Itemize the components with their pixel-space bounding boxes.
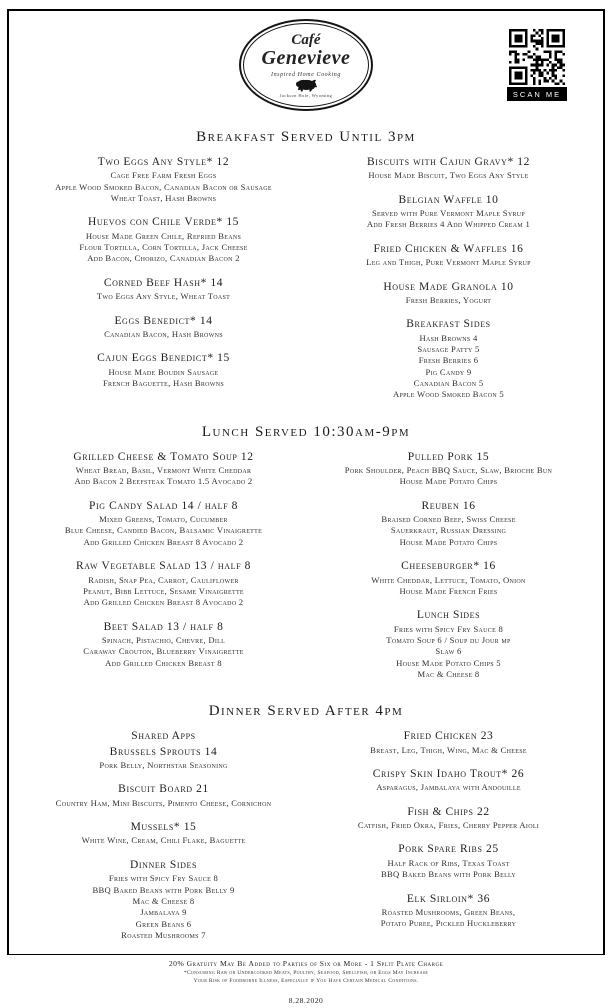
menu-column	[306, 729, 591, 952]
section-columns	[21, 155, 591, 412]
menu-item-desc: Catfish, Fried Okra, Fries, Cherry Pepper Aioli	[357, 820, 540, 831]
menu-column	[306, 450, 591, 692]
menu-header	[21, 19, 591, 117]
menu-item	[25, 858, 302, 941]
menu-item-desc: BBQ Baked Beans with Pork Belly	[380, 869, 517, 880]
menu-item-desc: Two Eggs Any Style, Wheat Toast	[96, 291, 231, 302]
menu-item	[25, 215, 302, 264]
menu-item-desc: Pork Shoulder, Peach BBQ Sauce, Slaw, Brioche Bun	[344, 465, 553, 476]
menu-item-title: Fish & Chips 22	[407, 805, 490, 818]
menu-item-desc: Cage Free Farm Fresh Eggs	[110, 170, 217, 181]
menu-item-desc: House Made Potato Chips	[399, 536, 498, 547]
menu-item-desc: Wheat Bread, Basil, Vermont White Cheddar	[75, 465, 252, 476]
menu-item	[25, 499, 302, 548]
menu-item	[310, 193, 587, 231]
menu-item-desc: House Made French Fries	[399, 585, 498, 596]
menu-item-desc: Roasted Mushrooms, Green Beans,	[381, 906, 516, 917]
gratuity-note: 20% Gratuity May Be Added to Parties of Six or More - 1 Split Plate Charge	[168, 959, 444, 969]
pig-icon	[241, 79, 371, 92]
menu-item-desc: Served with Pure Vermont Maple Syrup	[371, 208, 526, 219]
menu-item-title: Cheeseburger* 16	[401, 560, 496, 573]
menu-item-desc: Potato Puree, Pickled Huckleberry	[380, 918, 517, 929]
logo-tagline: Inspired Home Cooking	[270, 72, 342, 78]
menu-item-title: Fried Chicken 23	[403, 730, 494, 743]
menu-item-title: Pork Spare Ribs 25	[398, 843, 499, 856]
menu-item-desc: Wheat Toast, Hash Browns	[110, 193, 217, 204]
menu-item-desc: Fries with Spicy Fry Sauce 8	[108, 873, 219, 884]
menu-item-title: Mussels* 15	[130, 821, 197, 834]
menu-item	[310, 805, 587, 832]
menu-item-desc: Flour Tortilla, Corn Tortilla, Jack Cheese	[79, 242, 248, 253]
menu-item-desc: Add Grilled Chicken Breast 8	[105, 657, 222, 668]
menu-item-title: Pulled Pork 15	[407, 450, 490, 463]
logo-name-text: Genevieve	[261, 47, 351, 69]
menu-item	[310, 842, 587, 880]
menu-item-desc: Radish, Snap Pea, Carrot, Cauliflower	[88, 574, 239, 585]
menu-item-desc: Breast, Leg, Thigh, Wing, Mac & Cheese	[370, 744, 527, 755]
menu-item	[310, 499, 587, 548]
menu-item-title: Dinner Sides	[130, 858, 197, 871]
menu-item	[310, 729, 587, 756]
menu-item-desc: Fries with Spicy Fry Sauce 8	[393, 623, 504, 634]
menu-item-desc: Jambalaya 9	[140, 907, 187, 918]
menu-item-desc: House Made Potato Chips 5	[396, 657, 501, 668]
menu-item	[25, 276, 302, 303]
menu-item-desc: Sauerkraut, Russian Dressing	[390, 525, 507, 536]
menu-item	[25, 620, 302, 669]
menu-item	[310, 317, 587, 400]
menu-column	[21, 155, 306, 412]
section-title: Breakfast Served Until 3pm	[196, 129, 416, 145]
menu-item	[310, 892, 587, 930]
menu-date: 8.28.2020	[288, 996, 324, 1005]
menu-column	[21, 729, 306, 952]
scan-me-label: SCAN ME	[507, 87, 567, 101]
menu-item-desc: Peanut, Bibb Lettuce, Sesame Vinaigrette	[83, 585, 244, 596]
menu-section	[21, 424, 591, 692]
menu-sections	[21, 129, 591, 952]
menu-item-title: Biscuit Board 21	[118, 783, 209, 796]
cafe-genevieve-logo	[239, 19, 373, 111]
menu-item-desc: Slaw 6	[435, 646, 462, 657]
menu-item	[25, 729, 302, 771]
menu-item-desc: Tomato Soup 6 / Soup du Jour mp	[386, 634, 511, 645]
menu-item-title: Pig Candy Salad 14 / half 8	[88, 499, 239, 512]
menu-item-desc: House Made Boudin Sausage	[108, 366, 219, 377]
menu-item-desc: White Cheddar, Lettuce, Tomato, Onion	[371, 574, 526, 585]
menu-item-desc: Add Bacon, Chorizo, Canadian Bacon 2	[87, 253, 240, 264]
menu-item	[25, 559, 302, 608]
menu-item-desc: House Made Biscuit, Two Eggs Any Style	[368, 170, 529, 181]
menu-item-desc: Caraway Crouton, Blueberry Vinaigrette	[83, 646, 244, 657]
qr-code	[509, 29, 565, 85]
menu-item-title: Biscuits with Cajun Gravy* 12	[367, 156, 530, 168]
section-columns	[21, 450, 591, 692]
menu-item-title: Fried Chicken & Waffles 16	[373, 242, 524, 255]
menu-item-title: Cajun Eggs Benedict* 15	[97, 352, 230, 365]
menu-column	[306, 155, 591, 412]
menu-content	[7, 9, 605, 990]
menu-item-desc: Sausage Patty 5	[417, 343, 480, 354]
menu-footer	[7, 954, 605, 990]
menu-item	[310, 450, 587, 488]
menu-item-title: Huevos con Chile Verde* 15	[87, 216, 240, 229]
menu-item-desc: Country Ham, Mini Biscuits, Pimento Cheese, Cornichon	[55, 797, 272, 808]
menu-item-title: Breakfast Sides	[406, 318, 491, 331]
menu-item-title: Corned Beef Hash* 14	[103, 276, 224, 289]
menu-item-desc: Hash Browns 4	[419, 332, 478, 343]
menu-item-title: Raw Vegetable Salad 13 / half 8	[76, 560, 251, 573]
menu-item-desc: Fresh Berries 6	[418, 355, 479, 366]
qr-block	[507, 29, 567, 101]
menu-item-desc: Fresh Berries, Yogurt	[405, 294, 492, 305]
menu-item	[310, 242, 587, 269]
menu-column	[21, 450, 306, 692]
section-title: Lunch Served 10:30am-9pm	[201, 423, 411, 440]
menu-item-desc: Canadian Bacon, Hash Browns	[104, 328, 223, 339]
menu-item-desc: Pork Belly, Northstar Seasoning	[99, 760, 228, 771]
menu-item-desc: Pig Candy 9	[425, 366, 472, 377]
menu-item-desc: Apple Wood Smoked Bacon 5	[392, 389, 505, 400]
menu-item-desc: Mac & Cheese 8	[417, 668, 480, 679]
section-title: Dinner Served After 4pm	[208, 703, 404, 720]
menu-item-title: Beet Salad 13 / half 8	[103, 620, 224, 633]
menu-item-subtitle: Brussels Sprouts 14	[109, 745, 218, 758]
section-columns	[21, 729, 591, 952]
menu-item-desc: BBQ Baked Beans with Pork Belly 9	[92, 884, 235, 895]
menu-item	[310, 559, 587, 597]
menu-item-desc: Add Fresh Berries 4 Add Whipped Cream 1	[366, 219, 531, 230]
logo-subtext: Jackson Hole, Wyoming	[279, 93, 333, 98]
menu-item	[25, 314, 302, 341]
disclaimer-line-1: *Consuming Raw or Undercooked Meats, Poultry, Seafood, Shellfish, or Eggs May Increase	[183, 970, 429, 977]
menu-item	[25, 351, 302, 389]
menu-item-title: House Made Granola 10	[383, 280, 514, 293]
menu-item-desc: Roasted Mushrooms 7	[121, 929, 206, 940]
menu-item-desc: House Made Potato Chips	[399, 476, 498, 487]
menu-item-title: Elk Sirloin* 36	[406, 892, 491, 905]
menu-item	[310, 608, 587, 680]
menu-item-desc: House Made Green Chile, Refried Beans	[85, 230, 242, 241]
menu-item	[25, 155, 302, 204]
menu-item-title: Reuben 16	[421, 499, 476, 512]
menu-item	[25, 782, 302, 809]
menu-item-desc: Mixed Greens, Tomato, Cucumber	[99, 514, 228, 525]
menu-item-desc: Canadian Bacon 5	[413, 377, 484, 388]
logo-cafe-text: Café	[291, 32, 321, 48]
menu-item-desc: Apple Wood Smoked Bacon, Canadian Bacon or Sausage	[55, 181, 272, 192]
menu-item-title: Belgian Waffle 10	[398, 193, 499, 206]
menu-item	[25, 450, 302, 488]
menu-item	[310, 280, 587, 307]
menu-item	[310, 155, 587, 182]
disclaimer-line-2: Your Risk of Foodborne Illness, Especially if You Have Certain Medical Conditions.	[193, 977, 419, 984]
menu-item-desc: Braised Corned Beef, Swiss Cheese	[381, 514, 516, 525]
menu-item-title: Eggs Benedict* 14	[114, 314, 213, 327]
menu-item-desc: White Wine, Cream, Chili Flake, Baguette	[81, 835, 246, 846]
menu-item-desc: Asparagus, Jambalaya with Andouille	[376, 782, 521, 793]
menu-item-desc: French Baguette, Hash Browns	[102, 377, 225, 388]
menu-item-desc: Blue Cheese, Candied Bacon, Balsamic Vinaigrette	[64, 525, 263, 536]
menu-item-desc: Half Rack of Ribs, Texas Toast	[387, 857, 510, 868]
menu-item-desc: Add Bacon 2 Beefsteak Tomato 1.5 Avocado 2	[74, 476, 253, 487]
menu-item-title: Shared Apps	[131, 730, 196, 743]
menu-item-title: Lunch Sides	[416, 609, 481, 622]
menu-item	[310, 767, 587, 794]
menu-item-title: Crispy Skin Idaho Trout* 26	[372, 768, 525, 780]
menu-section	[21, 129, 591, 412]
menu-item-desc: Add Grilled Chicken Breast 8 Avocado 2	[83, 597, 244, 608]
menu-item-desc: Green Beans 6	[135, 918, 192, 929]
menu-item	[25, 820, 302, 847]
menu-item-desc: Mac & Cheese 8	[132, 895, 195, 906]
menu-item-desc: Add Grilled Chicken Breast 8 Avocado 2	[83, 536, 244, 547]
menu-item-desc: Leg and Thigh, Pure Vermont Maple Syrup	[366, 257, 531, 268]
menu-section	[21, 703, 591, 952]
menu-item-title: Grilled Cheese & Tomato Soup 12	[73, 450, 254, 463]
menu-item-desc: Spinach, Pistachio, Chevre, Dill	[101, 634, 226, 645]
menu-item-title: Two Eggs Any Style* 12	[97, 156, 230, 168]
